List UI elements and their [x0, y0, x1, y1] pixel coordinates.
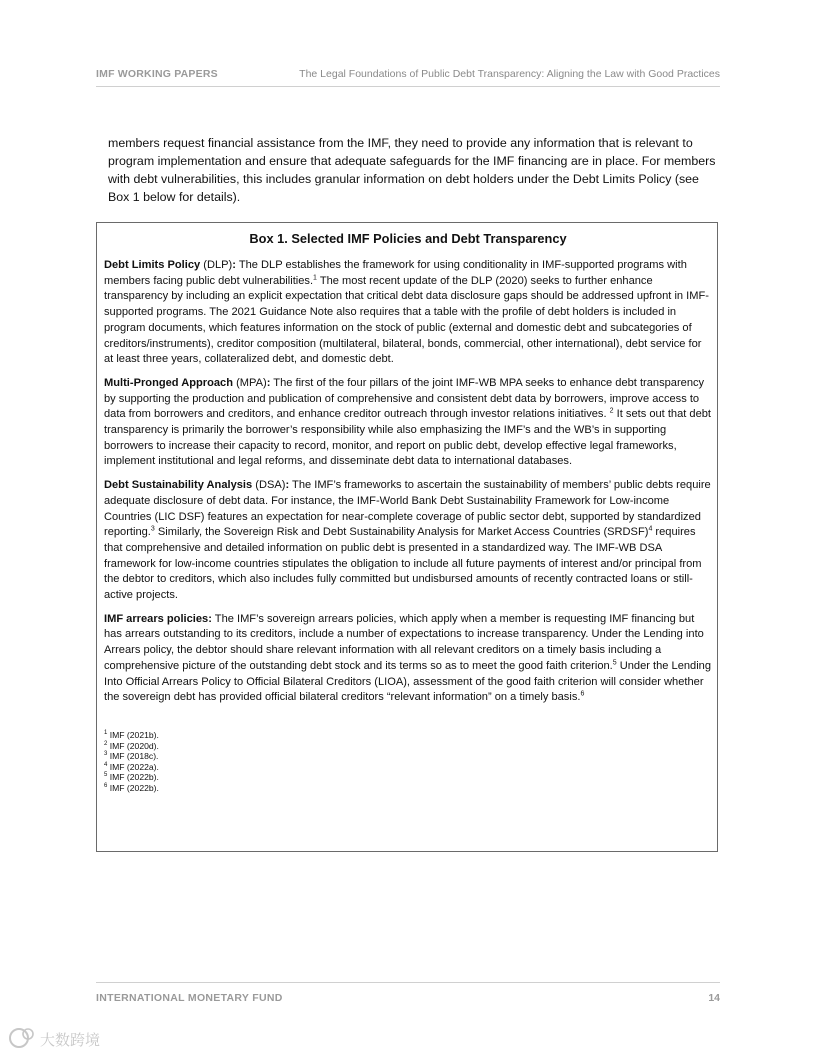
footnote [104, 741, 712, 752]
dsa-text-3: requires that comprehensive and detailed information on public debt is presented in a standardized way. The IMF-WB DSA framework for low-income countries stipulates the obligation to include all future payments of interest and/or principal from the debtor to creditors, which also includes fully committed but undisbursed amounts of recently contracted loans or still-active projects. [104, 526, 702, 602]
arrears-text-1: The IMF’s sovereign arrears policies, which apply when a member is requesting IMF financing but has arrears outstanding to its creditors, include a number of expectations to increase transparency. Under the Lending into Arrears policy, the debtor should share relevant information with all relevant creditors on a timely basis including a comprehensive picture of the outstanding debt stock and its terms so as to meet the good faith criterion. [104, 612, 704, 672]
footnote [104, 772, 712, 783]
mpa-colon: : [266, 376, 271, 389]
header-paper-title: The Legal Foundations of Public Debt Transparency: Aligning the Law with Good Practices [299, 68, 720, 80]
mpa-term: Multi-Pronged Approach [104, 376, 234, 389]
footnote-ref-6: 6 [580, 690, 585, 698]
footnote-text: IMF (2020d). [107, 740, 159, 751]
dsa-colon: : [285, 479, 290, 492]
footnote-text: IMF (2022b). [107, 772, 159, 783]
footnote-number: 5 [104, 772, 108, 779]
footnote-number: 1 [104, 730, 108, 737]
page-number: 14 [708, 992, 720, 1004]
box-content [104, 231, 712, 794]
mpa-abbr: (MPA) [233, 376, 267, 389]
footnote [104, 762, 712, 773]
header-series-title: IMF WORKING PAPERS [96, 68, 218, 80]
dsa-text-2: Similarly, the Sovereign Risk and Debt Sustainability Analysis for Market Access Countries (SRDSF) [154, 526, 649, 539]
arrears-term: IMF arrears policies: [104, 612, 212, 625]
dsa-paragraph [104, 478, 712, 604]
dlp-text-1: The DLP establishes the framework for using conditionality in IMF-supported programs with members facing public debt vulnerabilities. [104, 259, 687, 287]
footnote [104, 730, 712, 741]
mpa-text-2: It sets out that debt transparency is primarily the borrower’s responsibility while also emphasizing the IMF’s and the WB’s in supporting borrowers to increase their capacity to record, monitor, and report on public debt, develop effective legal frameworks, implement institutional and legal reforms, and disseminate debt data to international databases. [104, 408, 712, 468]
footnote-number: 3 [104, 751, 108, 758]
footnote-ref-3: 3 [150, 525, 155, 533]
box-title: Box 1. Selected IMF Policies and Debt Transparency [249, 231, 567, 246]
box-footnotes [104, 730, 712, 794]
footnote-number: 4 [104, 761, 108, 768]
dsa-abbr: (DSA) [252, 479, 286, 492]
footnote-ref-2: 2 [609, 407, 614, 415]
intro-paragraph: members request financial assistance from the IMF, they need to provide any information that is relevant to program implementation and ensure that adequate safeguards for the IMF financing are in place. For members with debt vulnerabilities, this includes granular information on debt holders under the Debt Limits Policy (see Box 1 below for details). [108, 136, 716, 204]
dsa-text-1: The IMF’s frameworks to ascertain the sustainability of members’ public debts require adequate disclosure of debt data. For instance, the IMF-World Bank Debt Sustainability Framework for Low-income Countries (LIC DSF) features an expectation for near-complete coverage of public sector debt, supported by standardized reporting. [104, 479, 711, 539]
watermark-logo-icon [6, 1024, 110, 1052]
dsa-term: Debt Sustainability Analysis [104, 479, 253, 492]
footnote-text: IMF (2021b). [107, 729, 159, 740]
footnote [104, 783, 712, 794]
page-footer [96, 982, 720, 1007]
arrears-paragraph [104, 612, 712, 706]
footnote-ref-4: 4 [648, 525, 653, 533]
footnote [104, 751, 712, 762]
mpa-text-1: The first of the four pillars of the joint IMF-WB MPA seeks to enhance debt transparency by supporting the production and publication of comprehensive and consistent debt data by borrowers, improve access to data from borrowers and creditors, and enhance creditor outreach through investor relations initiatives. [104, 376, 705, 421]
footnote-ref-1: 1 [313, 274, 317, 282]
dlp-paragraph [104, 258, 712, 368]
footnote-ref-5: 5 [612, 659, 617, 667]
dlp-term: Debt Limits Policy [104, 259, 201, 271]
footnote-text: IMF (2022a). [107, 761, 159, 772]
footnote-text: IMF (2018c). [107, 751, 159, 762]
watermark-text: 大数跨境 [40, 1031, 101, 1049]
footnote-text: IMF (2022b). [107, 782, 159, 793]
dlp-abbr: (DLP) [200, 259, 233, 271]
arrears-text-2: Under the Lending Into Official Arrears Policy to Official Bilateral Creditors (LIOA), assessment of the good faith criterion will consider whether the sovereign debt has provided official bilateral creditors “relevant information” on a timely basis. [104, 659, 712, 704]
footnote-number: 6 [104, 783, 108, 790]
page-header [96, 68, 720, 87]
box-1 [96, 222, 718, 852]
dlp-colon: : [232, 259, 236, 271]
footnote-number: 2 [104, 740, 108, 747]
dlp-text-2: The most recent update of the DLP (2020) seeks to further enhance transparency by including an explicit expectation that critical debt data disclosure gaps should be addressed upfront in IMF-supported programs. The 2021 Guidance Note also requires that a table with the profile of debt holders is included in program documents, which features information on the stock of public (external and domestic debt and subcategories of creditors/instruments), creditor composition (multilateral, bilateral, bonds, commercial, other international), debt service for at least three years, collateralized debt, and domestic debt. [104, 274, 709, 366]
footer-org-name: INTERNATIONAL MONETARY FUND [96, 992, 283, 1004]
mpa-paragraph [104, 376, 712, 470]
